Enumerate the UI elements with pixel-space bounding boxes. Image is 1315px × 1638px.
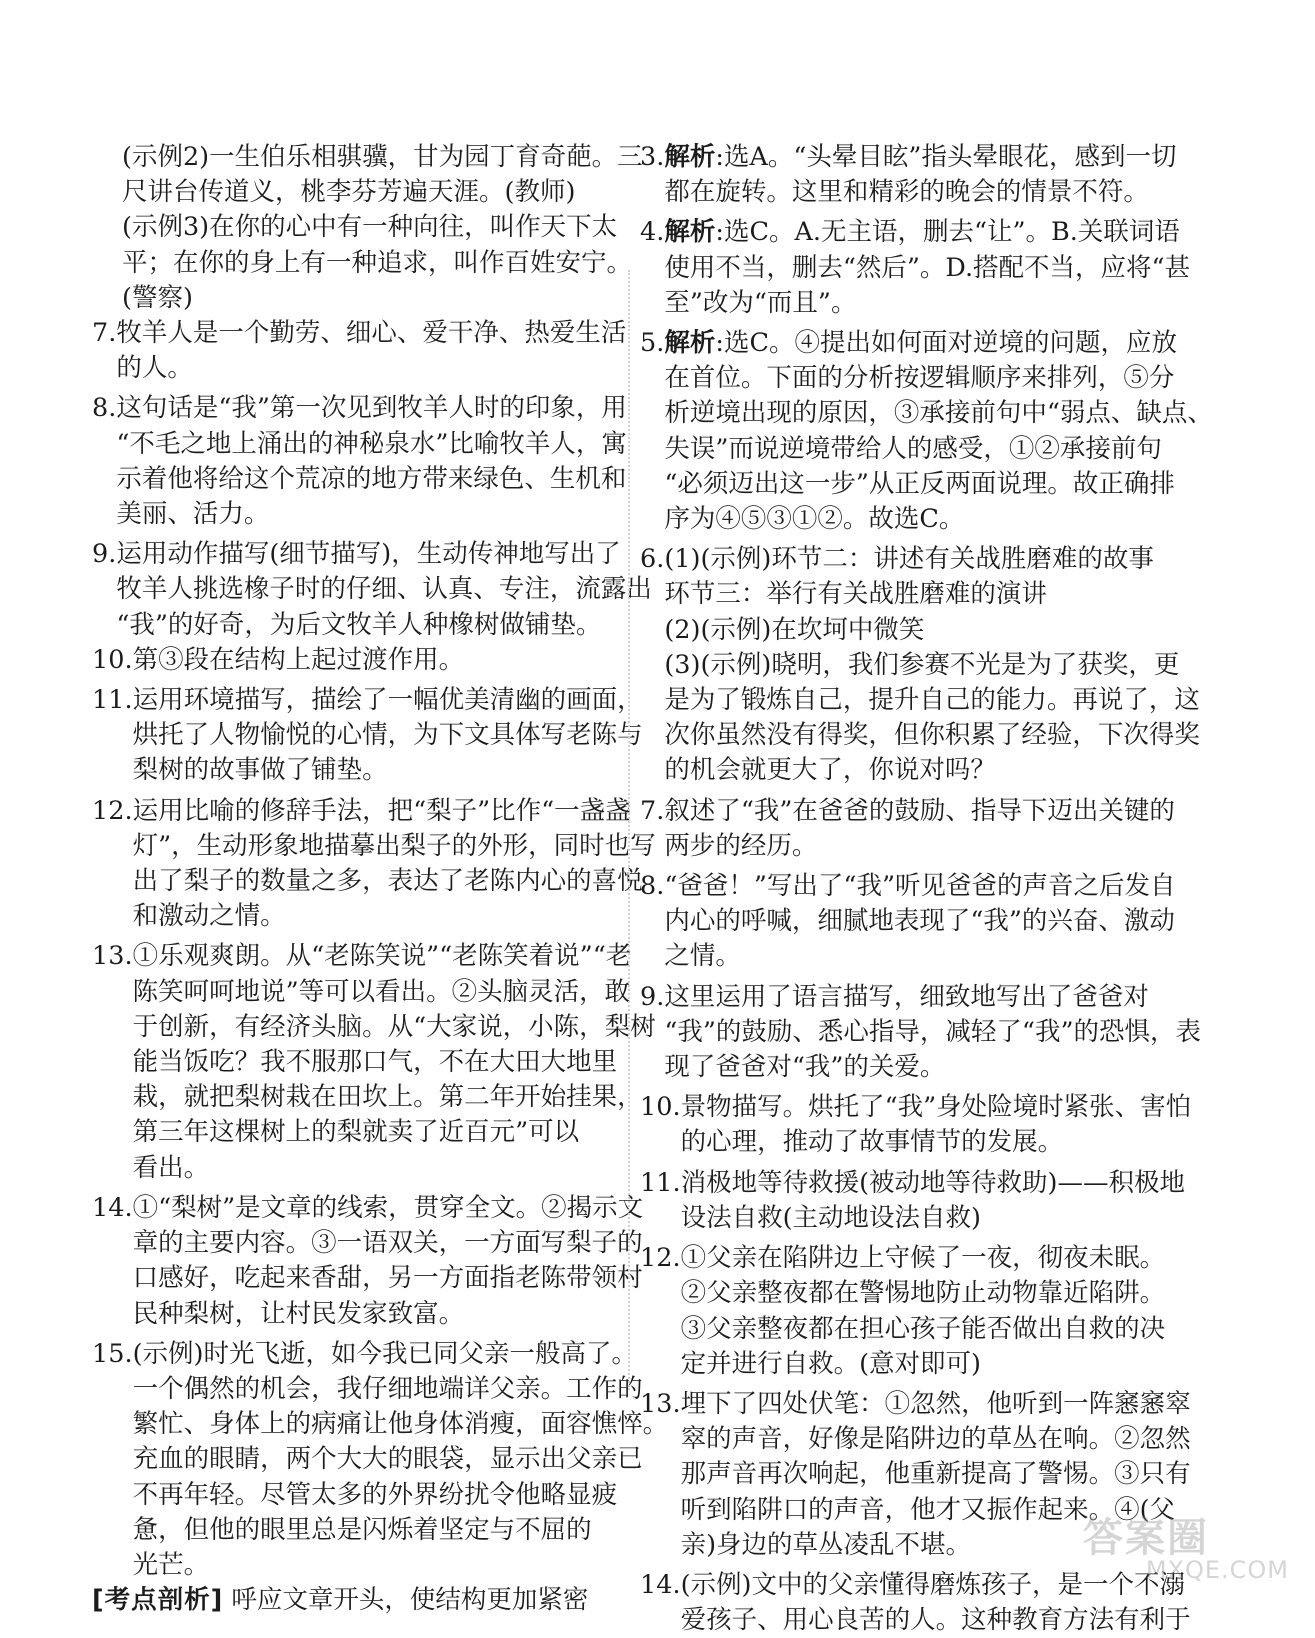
answer-item-11: [92, 683, 643, 789]
example-3: [92, 210, 633, 316]
text-line: (示例3)在你的心中有一种向往，叫作天下太: [122, 212, 618, 243]
text-line: (1)(示例)环节二：讲述有关战胜磨难的故事: [664, 544, 1154, 575]
text-line: 设法自救(主动地设法自救): [680, 1202, 981, 1233]
answer-item-9: [92, 537, 652, 643]
text-line: (示例)时光飞逝，如今我已同父亲一般高了。: [132, 1338, 637, 1369]
text-line: 能当饭吃？我不服那口气，不在大田大地里: [132, 1047, 618, 1078]
text-line: (2)(示例)在坎坷中微笑: [664, 614, 925, 645]
text-line: 叙述了“我”在爸爸的鼓励、指导下迈出关键的: [664, 795, 1175, 826]
text-line: 这里运用了语言描写，细致地写出了爸爸对: [664, 981, 1149, 1012]
item-number: 9.: [640, 981, 665, 1012]
text-line: 尺讲台传道义，桃李芬芳遍天涯。(教师): [122, 177, 576, 208]
text-line: 梨树的故事做了铺垫。: [132, 755, 388, 786]
text-line: 使用不当，删去“然后”。D.搭配不当，应将“甚: [664, 252, 1191, 283]
item-number: 14.: [640, 1569, 681, 1600]
text-line: 民种梨树，让村民发家致富。: [132, 1298, 465, 1329]
kaodian-analysis: [92, 1583, 620, 1618]
answer-item-r5: [640, 326, 1213, 537]
text-line: 亲)身边的草丛凌乱不堪。: [680, 1529, 972, 1560]
text-line: (3)(示例)晓明，我们参赛不光是为了获奖，更: [664, 649, 1180, 680]
text-line: 烘托了人物愉悦的心情，为下文具体写老陈与: [132, 720, 643, 751]
answer-item-r8: [640, 869, 1180, 975]
text-line: 出了梨子的数量之多，表达了老陈内心的喜悦: [132, 866, 643, 897]
item-number: 7.: [640, 795, 665, 826]
analysis-label: 解析: [664, 217, 716, 248]
text-line: 消极地等待救援(被动地等待救助)——积极地: [680, 1167, 1185, 1198]
analysis-label: 解析: [664, 142, 716, 172]
item-number: 11.: [640, 1167, 681, 1198]
text-line: “爸爸！”写出了“我”听见爸爸的声音之后发自: [664, 871, 1176, 902]
text-line: 景物描写。烘托了“我”身处险境时紧张、害怕: [680, 1092, 1192, 1123]
text-line: 环节三：举行有关战胜磨难的演讲: [664, 579, 1047, 610]
item-number: 12.: [92, 795, 133, 826]
text-line: 解析:选C。④提出如何面对逆境的问题，应放: [664, 328, 1177, 359]
text-line: “必须迈出这一步”从正反两面说理。故正确排: [664, 468, 1175, 499]
kaodian-tag: [考点剖析]: [92, 1585, 224, 1616]
text-line: 运用环境描写，描绘了一幅优美清幽的画面，: [132, 685, 643, 716]
item-number: 3.: [640, 142, 665, 172]
text-line: “我”的鼓励、悉心指导，减轻了“我”的恐惧，表: [664, 1016, 1201, 1047]
text-line: 运用比喻的修辞手法，把“梨子”比作“一盏盏: [132, 795, 631, 826]
text-line: 牧羊人是一个勤劳、细心、爱干净、热爱生活: [116, 318, 627, 349]
text-line: 看出。: [132, 1152, 210, 1183]
item-number: 4.: [640, 217, 665, 248]
text-line: ①乐观爽朗。从“老陈笑说”“老陈笑着说”“老: [132, 941, 632, 972]
text-line: 的人。: [116, 353, 193, 384]
text-line: (示例)文中的父亲懂得磨炼孩子，是一个不溺: [680, 1569, 1185, 1600]
text-line: 都在旋转。这里和精彩的晚会的情景不符。: [664, 177, 1149, 208]
text-line: 窣的声音，好像是陷阱边的草丛在响。②忽然: [680, 1424, 1191, 1455]
watermark-main-text: 答案圈: [1083, 1515, 1209, 1561]
answer-item-14: [92, 1191, 644, 1332]
right-column: [640, 140, 1213, 1638]
text-line: (警察): [122, 282, 193, 313]
text-line: 解析:选A。“头晕目眩”指头晕眼花，感到一切: [664, 142, 1177, 172]
item-number: 14.: [92, 1192, 133, 1223]
text-line: 示着他将给这个荒凉的地方带来绿色、生机和: [116, 463, 627, 494]
text-line: 和激动之情。: [132, 901, 286, 932]
item-number: 13.: [640, 1388, 681, 1419]
text-line: 次你虽然没有得奖，但你积累了经验，下次得奖: [664, 720, 1200, 751]
text-line: 析逆境出现的原因，③承接前句中“弱点、缺点、: [664, 398, 1213, 429]
text-line: 陈笑呵呵地说”等可以看出。②头脑灵活，敢: [132, 976, 631, 1007]
item-number: 10.: [92, 644, 133, 675]
text-line: 美丽、活力。: [116, 499, 270, 530]
text-line: 于创新，有经济头脑。从“大家说，小陈，梨树: [132, 1011, 656, 1042]
answer-item-8: [92, 391, 627, 532]
text-line: 平；在你的身上有一种追求，叫作百姓安宁。: [122, 247, 633, 278]
item-number: 11.: [92, 685, 133, 716]
item-number: 9.: [92, 539, 117, 570]
text-line: “我”的好奇，为后文牧羊人种橡树做铺垫。: [116, 609, 602, 640]
text-line: 解析:选C。A.无主语，删去“让”。B.关联词语: [664, 217, 1180, 248]
item-number: 10.: [640, 1092, 681, 1123]
answer-item-r6: [640, 542, 1200, 788]
answer-item-r3: [640, 140, 1180, 210]
text-line: (示例2)一生伯乐相骐骥，甘为园丁育奇葩。三: [122, 142, 643, 172]
text-line: 繁忙、身体上的病痛让他身体消瘦，面容憔悴。: [132, 1409, 669, 1440]
text-line: 章的主要内容。③一语双关，一方面写梨子的: [132, 1228, 643, 1259]
text-line: 在首位。下面的分析按逻辑顺序来排列，⑤分: [664, 363, 1175, 394]
text-line: 听到陷阱口的声音，他才又振作起来。④(父: [680, 1494, 1176, 1525]
item-number: 13.: [92, 941, 133, 972]
answer-item-r9: [640, 980, 1201, 1086]
text-line: 灯”，生动形象地描摹出梨子的外形，同时也写: [132, 830, 656, 861]
analysis-label: 解析: [664, 328, 716, 359]
text-line: 一个偶然的机会，我仔细地端详父亲。工作的: [132, 1373, 643, 1404]
item-number: 8.: [92, 393, 117, 424]
column-divider: [628, 270, 630, 1390]
text-line: 是为了锻炼自己，提升自己的能力。再说了，这: [664, 685, 1200, 716]
item-number: 5.: [640, 328, 665, 359]
text-line: 之情。: [664, 941, 741, 972]
example-2: [92, 140, 643, 210]
text-line: 这句话是“我”第一次见到牧羊人时的印象，用: [116, 393, 627, 424]
answer-item-12: [92, 794, 656, 935]
site-watermark-logo: [1083, 1506, 1293, 1584]
left-column: [92, 140, 669, 1618]
item-number: 7.: [92, 318, 117, 349]
watermark-sub-text: MXQE.COM: [1145, 1556, 1289, 1584]
item-number: 8.: [640, 871, 665, 902]
text-line: 两步的经历。: [664, 830, 818, 861]
text-line: 光芒。: [132, 1549, 210, 1580]
text-line: 那声音再次响起，他重新提高了警惕。③只有: [680, 1459, 1191, 1490]
text-line: 运用动作描写(细节描写)，生动传神地写出了: [116, 539, 621, 570]
answer-item-13: [92, 939, 656, 1185]
text-line: ③父亲整夜都在担心孩子能否做出自救的决: [680, 1313, 1166, 1344]
text-line: ②父亲整夜都在警惕地防止动物靠近陷阱。: [680, 1278, 1166, 1309]
text-line: 的心理，推动了故事情节的发展。: [680, 1127, 1064, 1158]
answer-item-10: [92, 643, 620, 678]
text-line: 牧羊人挑选橡子时的仔细、认真、专注，流露出: [116, 574, 652, 605]
text-line: 第三年这棵树上的梨就卖了近百元”可以: [132, 1117, 580, 1148]
answer-item-r7: [640, 794, 1180, 864]
text-line: 的机会就更大了，你说对吗？: [664, 755, 996, 786]
text-line: 不再年轻。尽管太多的外界纷扰令他略显疲: [132, 1479, 618, 1510]
text-line: ①父亲在陷阱边上守候了一夜，彻夜未眠。: [680, 1243, 1166, 1274]
text-line: 栽，就把梨树栽在田坎上。第二年开始挂果，: [132, 1082, 643, 1113]
text-line: 第③段在结构上起过渡作用。: [132, 644, 465, 675]
text-line: 惫，但他的眼里总是闪烁着坚定与不屈的: [132, 1514, 592, 1545]
text-line: 现了爸爸对“我”的关爱。: [664, 1052, 946, 1083]
item-number: 15.: [92, 1338, 133, 1369]
text-line: 失误”而说逆境带给人的感受，①②承接前句: [664, 433, 1162, 464]
answer-item-r11: [640, 1166, 1185, 1236]
answer-item-7: [92, 316, 627, 386]
text-line: 序为④⑤③①②。故选C。: [664, 504, 965, 535]
text-line: 口感好，吃起来香甜，另一方面指老陈带领村: [132, 1263, 643, 1294]
item-number: 12.: [640, 1243, 681, 1274]
text-line: “不毛之地上涌出的神秘泉水”比喻牧羊人，寓: [116, 428, 627, 459]
text-line: 至”改为“而且”。: [664, 287, 857, 318]
text-line: 充血的眼睛，两个大大的眼袋，显示出父亲已: [132, 1444, 643, 1475]
answer-item-r4: [640, 215, 1191, 321]
text-line: 埋下了四处伏笔：①忽然，他听到一阵窸窸窣: [680, 1388, 1191, 1419]
text-line: 定并进行自救。(意对即可): [680, 1348, 981, 1379]
answer-item-r10: [640, 1090, 1192, 1160]
answer-item-r12: [640, 1241, 1180, 1382]
item-number: 6.: [640, 544, 665, 575]
text-line: 爱孩子、用心良苦的人。这种教育方法有利于: [680, 1605, 1191, 1636]
text-line: ①“梨树”是文章的线索，贯穿全文。②揭示文: [132, 1192, 644, 1223]
text-line: 内心的呼喊，细腻地表现了“我”的兴奋、激动: [664, 906, 1175, 937]
kaodian-text: 呼应文章开头，使结构更加紧密: [231, 1585, 589, 1616]
